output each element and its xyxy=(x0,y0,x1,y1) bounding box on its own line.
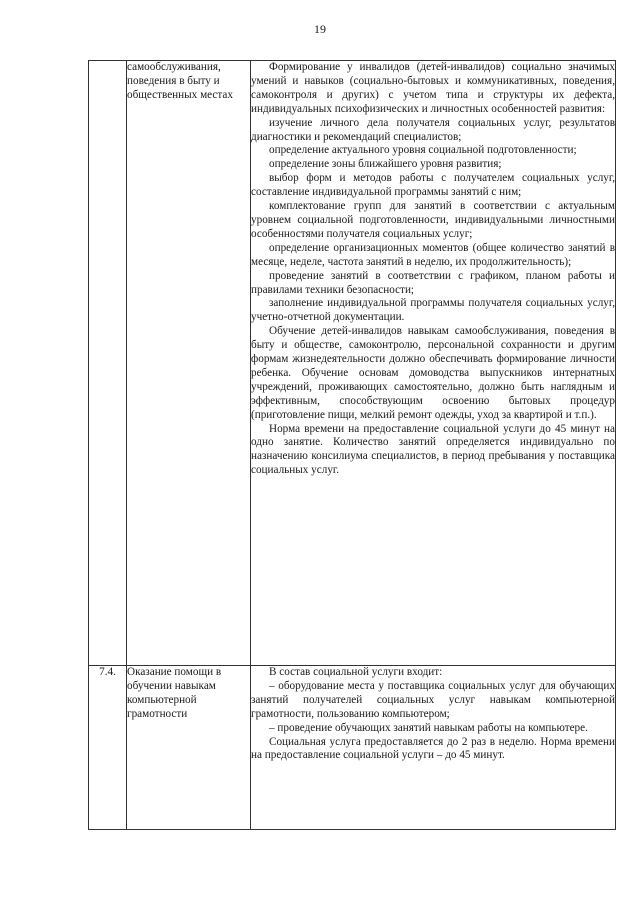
description-paragraph: проведение занятий в соответствии с графиком, планом работы и правилами техники безопасности; xyxy=(251,269,615,296)
description-paragraph: В состав социальной услуги входит: xyxy=(269,666,443,678)
service-name: Оказание помощи в обучении навыкам компьютерной грамотности xyxy=(127,666,251,830)
table-row xyxy=(89,666,616,830)
row-number: 7.4. xyxy=(89,666,127,830)
page-number: 19 xyxy=(314,22,326,36)
description-paragraph: – проведение обучающих занятий навыкам работы на компьютере. xyxy=(269,721,588,734)
description-paragraph: определение актуального уровня социальной подготовленности; xyxy=(269,144,577,157)
service-description xyxy=(251,61,616,666)
description-paragraph: Формирование у инвалидов (детей-инвалидов) социально значимых умений и навыков (социально-бытовых и коммуникативных, поведения, самоконтроля и других) с учетом типа и структуры их дефекта, индивидуальных психофизических и личностных особенностей развития: xyxy=(251,61,615,115)
services-table xyxy=(88,60,616,830)
description-paragraph: комплектование групп для занятий в соответствии с актуальным уровнем социальной подготовленности, индивидуальными личностными особенностями получателя социальных услуг; xyxy=(251,200,615,240)
description-paragraph: Обучение детей-инвалидов навыкам самообслуживания, поведения в быту и обществе, самоконтролю, персональной сохранности и другим формам жизнедеятельности должно обеспечивать формирование личности ребенка. Обучение основам домоводства выпускников интернатных учреждений, проживающих самостоятельно, должно быть наглядным и эффективным, способствующим освоению бытовых процедур (приготовление пищи, мелкий ремонт одежды, уход за квартирой и т.п.). xyxy=(251,325,615,421)
service-name: самообслуживания, поведения в быту и общественных местах xyxy=(127,61,251,666)
description-paragraph: заполнение индивидуальной программы получателя социальных услуг, учетно-отчетной документации. xyxy=(251,297,615,324)
description-paragraph: изучение личного дела получателя социальных услуг, результатов диагностики и рекомендаций специалистов; xyxy=(251,116,615,143)
service-description xyxy=(251,666,616,830)
description-paragraph: определение организационных моментов (общее количество занятий в месяце, неделе, частота занятий в неделю, их продолжительность); xyxy=(251,241,615,268)
description-paragraph: – оборудование места у поставщика социальных услуг для обучающих занятий получателей социальных услуг навыкам компьютерной грамотности, пользованию компьютером; xyxy=(251,679,615,720)
description-paragraph: Социальная услуга предоставляется до 2 раз в неделю. Норма времени на предоставление социальной услуги – до 45 минут. xyxy=(251,735,615,762)
row-number xyxy=(89,61,127,666)
description-paragraph: выбор форм и методов работы с получателем социальных услуг, составление индивидуальной программы занятий с ним; xyxy=(251,172,615,199)
description-paragraph: определение зоны ближайшего уровня развития; xyxy=(269,158,502,171)
table-row xyxy=(89,61,616,666)
description-paragraph: Норма времени на предоставление социальной услуги до 45 минут на одно занятие. Количество занятий определяется индивидуально по назначению консилиума специалистов, в период пребывания у поставщика социальных услуг. xyxy=(251,422,615,477)
